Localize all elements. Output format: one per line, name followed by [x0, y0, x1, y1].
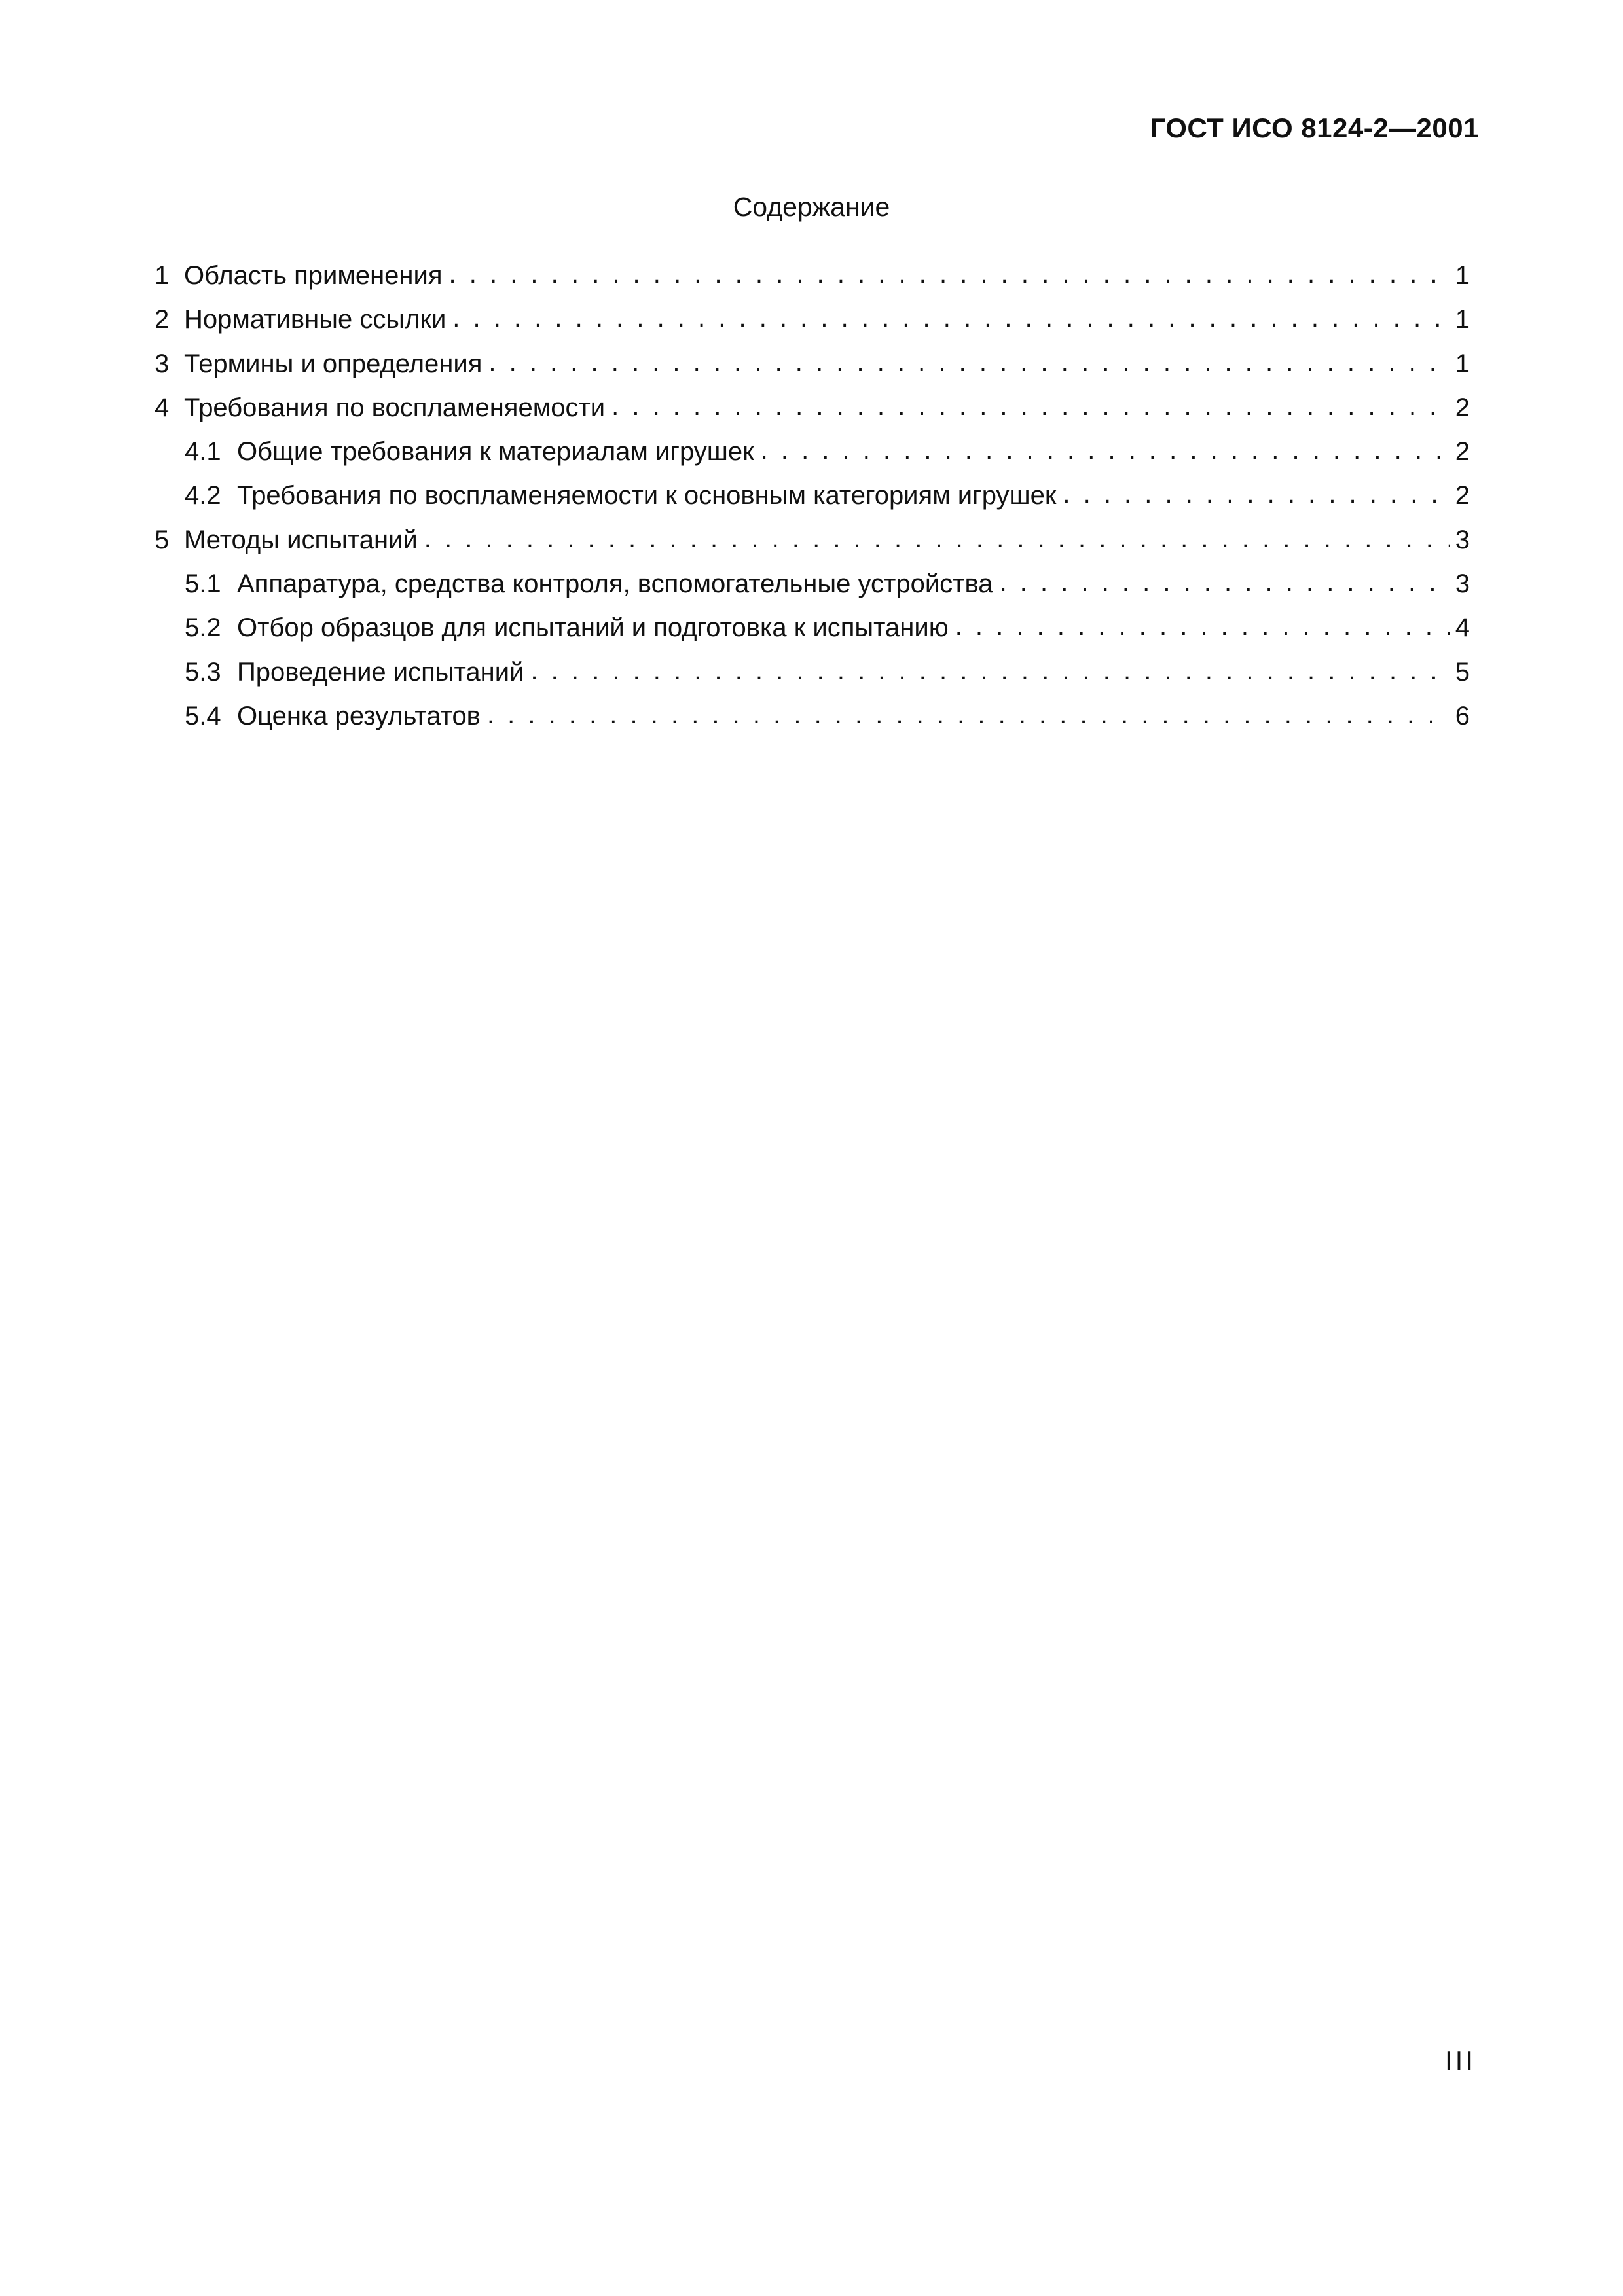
page-number: III	[1444, 2045, 1476, 2076]
toc-entry-page: 2	[1455, 437, 1470, 467]
toc-entry-page: 3	[1455, 569, 1470, 599]
dot-leader	[488, 341, 1450, 385]
toc-entry[interactable]	[155, 694, 1470, 738]
toc-entry-number: 5.4	[185, 701, 221, 730]
dot-leader	[487, 693, 1450, 737]
toc-entry-number: 3	[155, 349, 170, 378]
dot-leader	[1063, 473, 1450, 516]
toc-entry-number: 4	[155, 393, 170, 422]
toc-entry[interactable]	[155, 298, 1470, 342]
toc-entry[interactable]	[155, 651, 1470, 694]
toc-entry[interactable]	[155, 342, 1470, 386]
toc-entry-title: Общие требования к материалам игрушек	[237, 437, 754, 467]
toc-title: Содержание	[733, 192, 890, 222]
toc-entry-page: 5	[1455, 657, 1470, 687]
toc-entry[interactable]	[155, 254, 1470, 298]
toc-entry-page: 4	[1455, 613, 1470, 643]
toc-entry[interactable]	[155, 518, 1470, 562]
dot-leader	[424, 517, 1450, 561]
toc-entry-title: Требования по воспламеняемости	[184, 393, 606, 422]
toc-entry[interactable]	[155, 430, 1470, 474]
toc-entry-page: 1	[1455, 305, 1470, 334]
document-code: ГОСТ ИСО 8124-2—2001	[1150, 113, 1479, 143]
toc-entry-title: Термины и определения	[184, 349, 483, 378]
dot-leader	[530, 649, 1450, 693]
toc-entry-page: 6	[1455, 701, 1470, 730]
toc-entry-page: 1	[1455, 261, 1470, 290]
toc-entry-title: Область применения	[184, 261, 443, 290]
toc-entry-title: Требования по воспламеняемости к основным категориям игрушек	[237, 481, 1057, 511]
toc-entry-title: Отбор образцов для испытаний и подготовка к испытанию	[237, 613, 949, 643]
toc-entry-title: Методы испытаний	[184, 525, 418, 554]
toc-entry-number: 5	[155, 525, 170, 554]
toc-entry-number: 5.1	[185, 569, 221, 599]
toc-entry-number: 4.2	[185, 481, 221, 511]
dot-leader	[452, 296, 1450, 340]
toc-entry-title: Аппаратура, средства контроля, вспомогательные устройства	[237, 569, 993, 599]
toc-entry[interactable]	[155, 606, 1470, 650]
toc-entry-page: 1	[1455, 349, 1470, 378]
toc-entry-number: 1	[155, 261, 170, 290]
toc-entry-number: 5.3	[185, 657, 221, 687]
toc-entry-number: 2	[155, 305, 170, 334]
dot-leader	[1000, 561, 1450, 605]
toc-entry-page: 2	[1455, 393, 1470, 422]
toc-entry-page: 3	[1455, 525, 1470, 554]
toc-entry[interactable]	[155, 474, 1470, 518]
dot-leader	[761, 429, 1450, 473]
toc-entry[interactable]	[155, 562, 1470, 606]
toc-entry[interactable]	[155, 386, 1470, 430]
toc-entry-title: Проведение испытаний	[237, 657, 524, 687]
toc-entry-title: Нормативные ссылки	[184, 305, 447, 334]
dot-leader	[955, 605, 1450, 649]
table-of-contents	[155, 254, 1470, 738]
dot-leader	[611, 385, 1450, 429]
toc-entry-title: Оценка результатов	[237, 701, 481, 730]
toc-entry-page: 2	[1455, 481, 1470, 511]
dot-leader	[449, 253, 1450, 296]
toc-entry-number: 4.1	[185, 437, 221, 467]
toc-entry-number: 5.2	[185, 613, 221, 643]
